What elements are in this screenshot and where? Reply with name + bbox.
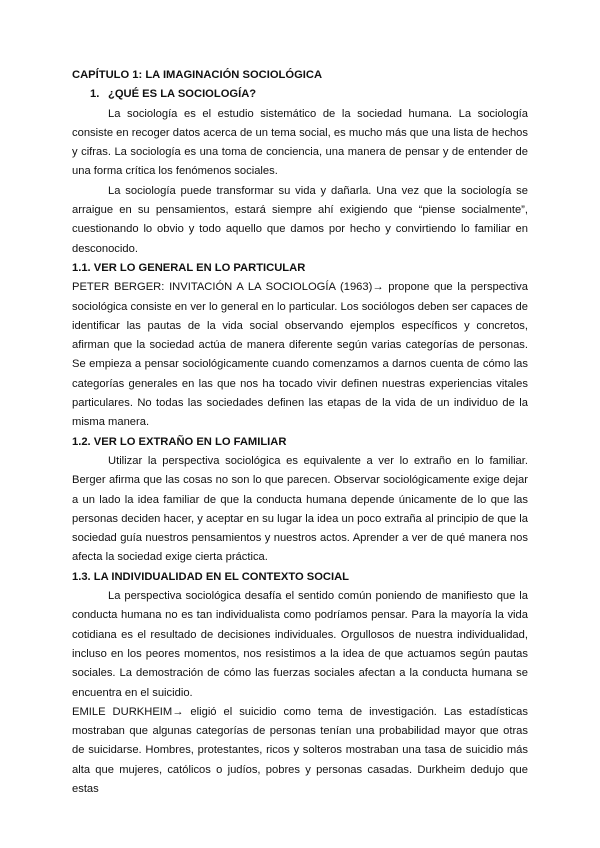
section-title: ¿QUÉ ES LA SOCIOLOGÍA? (108, 88, 257, 101)
subsection-heading-individualidad: 1.3. LA INDIVIDUALIDAD EN EL CONTEXTO SOCIAL (72, 570, 350, 583)
paragraph: EMILE DURKHEIM→ eligió el suicidio como tema de investigación. Las estadísticas mostraban que algunas categorías de personas tenían una probabilidad mayor que otras de suicidarse. Hombres, protestantes, ricos y solteros mostraban una tasa de suicidio más alta que mujeres, católicos o judíos, pobres y personas casadas. Durkheim dedujo que estas (72, 705, 528, 795)
subsection-heading-extrano-familiar: 1.2. VER LO EXTRAÑO EN LO FAMILIAR (72, 435, 287, 448)
document-page (72, 66, 528, 799)
paragraph: La sociología es el estudio sistemático de la sociedad humana. La sociología consiste en recoger datos acerca de un tema social, es mucho más que una lista de hechos y cifras. La sociología es una toma de conciencia, una manera de pensar y de entender de una forma crítica los fenómenos sociales. (72, 107, 528, 178)
paragraph: La perspectiva sociológica desafía el sentido común poniendo de manifiesto que la conducta humana no es tan individualista como podríamos pensar. Para la mayoría la vida cotidiana es el resultado de decisiones individuales. Orgullosos de nuestra individualidad, incluso en los peores momentos, nos resistimos a la idea de que actuamos según pautas sociales. La demostración de cómo las fuerzas sociales afectan a la conducta humana se encuentra en el suicidio. (72, 590, 528, 699)
paragraph: PETER BERGER: INVITACIÓN A LA SOCIOLOGÍA (1963)→ propone que la perspectiva sociológica consiste en ver lo general en lo particular. Los sociólogos deben ser capaces de identificar las pautas de la vida social observando ejemplos específicos y concretos, afirman que la sociedad actúa de manera diferente según varias categorías de personas. Se empieza a pensar sociológicamente cuando comenzamos a darnos cuenta de cómo las categorías generales en las que nos ha tocado vivir definen nuestras experiencias vitales particulares. No todas las sociedades definen las etapas de la vida de un individuo de la misma manera. (72, 281, 528, 429)
section-number: 1. (90, 88, 100, 101)
paragraph: Utilizar la perspectiva sociológica es equivalente a ver lo extraño en lo familiar. Berger afirma que las cosas no son lo que parecen. Observar sociológicamente exige dejar a un lado la idea familiar de que la conducta humana depende únicamente de lo que las personas deciden hacer, y aceptar en su lugar la idea un poco extraña al principio de que la sociedad guía nuestros pensamientos y nuestros actos. Aprender a ver de qué manera nos afecta la sociedad exige cierta práctica. (72, 454, 528, 564)
subsection-heading-general-particular: 1.1. VER LO GENERAL EN LO PARTICULAR (72, 261, 306, 274)
chapter-title: CAPÍTULO 1: LA IMAGINACIÓN SOCIOLÓGICA (72, 69, 323, 81)
paragraph: La sociología puede transformar su vida y dañarla. Una vez que la sociología se arraigue en su pensamientos, estará siempre ahí exigiendo que “piense socialmente”, cuestionando lo obvio y todo aquello que damos por hecho y convirtiendo lo familiar en desconocido. (72, 184, 528, 255)
section-heading-que-es (72, 85, 528, 104)
